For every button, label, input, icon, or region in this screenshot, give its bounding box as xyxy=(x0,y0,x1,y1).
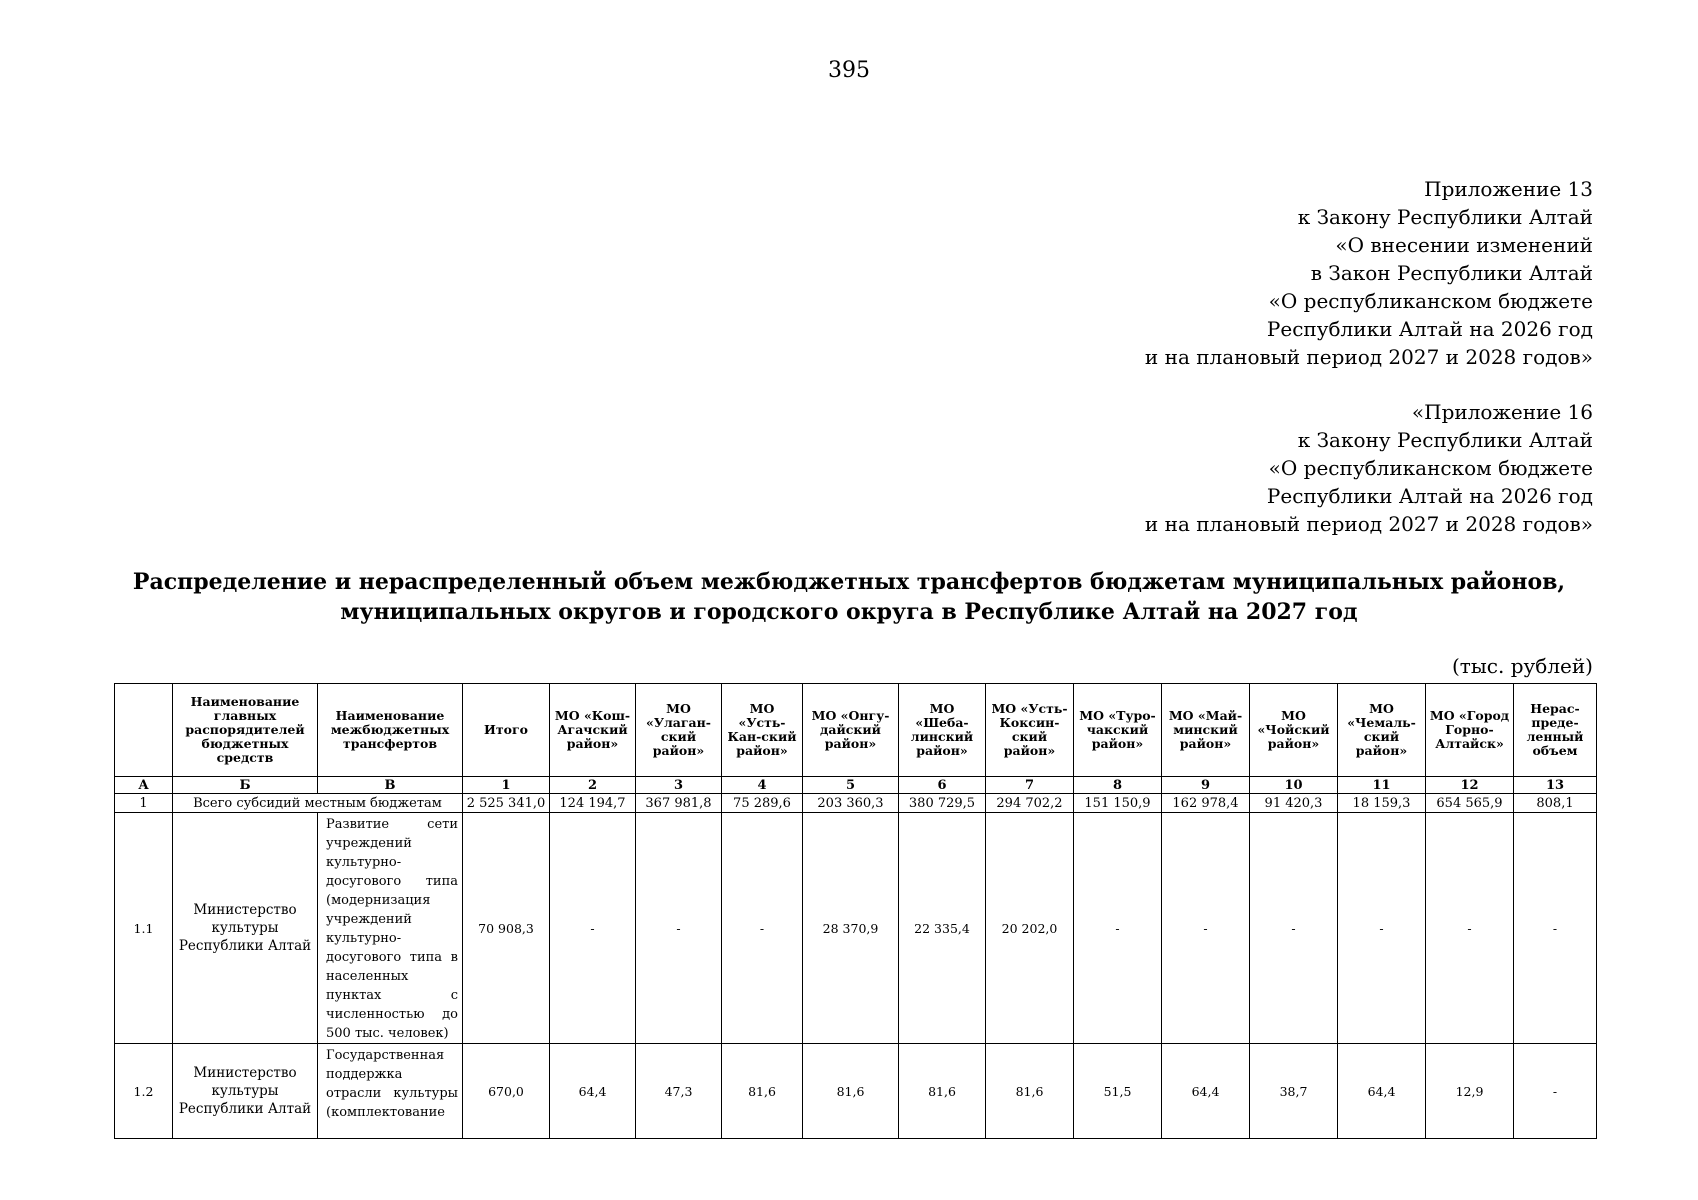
total-label: Всего субсидий местным бюджетам xyxy=(173,794,463,813)
value-cell: 64,4 xyxy=(1338,1044,1426,1139)
value-cell: 124 194,7 xyxy=(550,794,636,813)
page-number: 395 xyxy=(828,58,870,83)
table-row xyxy=(115,813,1597,1044)
value-cell: 81,6 xyxy=(803,1044,899,1139)
document-title-line: Распределение и нераспределенный объем межбюджетных трансфертов бюджетам муниципальных районов, xyxy=(132,569,1566,595)
column-code: В xyxy=(318,777,463,794)
table-header-row xyxy=(115,684,1597,777)
transfer-name-cell: Государственная поддержка отрасли культуры (комплектование xyxy=(318,1044,463,1139)
column-code: 5 xyxy=(803,777,899,794)
value-cell: 808,1 xyxy=(1514,794,1597,813)
appendix-13-line: Республики Алтай на 2026 год xyxy=(1266,317,1593,341)
value-cell: 38,7 xyxy=(1250,1044,1338,1139)
appendix-13-line: «О республиканском бюджете xyxy=(1268,289,1593,313)
column-code: 7 xyxy=(986,777,1074,794)
column-header: МО «Шеба-линский район» xyxy=(899,684,986,777)
value-cell: 294 702,2 xyxy=(986,794,1074,813)
table-row-total xyxy=(115,794,1597,813)
column-header: МО «Май-минский район» xyxy=(1162,684,1250,777)
table-row xyxy=(115,1044,1597,1139)
appendix-13-line: «О внесении изменений xyxy=(1335,233,1593,257)
value-cell: 367 981,8 xyxy=(636,794,722,813)
value-cell: 670,0 xyxy=(463,1044,550,1139)
administrator-cell: Министерство культуры Республики Алтай xyxy=(173,813,318,1044)
value-cell: - xyxy=(1514,1044,1597,1139)
value-cell: 654 565,9 xyxy=(1426,794,1514,813)
appendix-16-block xyxy=(1145,398,1593,538)
value-cell: 203 360,3 xyxy=(803,794,899,813)
column-code: 3 xyxy=(636,777,722,794)
column-header: МО «Усть-Кан-ский район» xyxy=(722,684,803,777)
value-cell: - xyxy=(636,813,722,1044)
column-header: МО «Город Горно-Алтайск» xyxy=(1426,684,1514,777)
value-cell: 151 150,9 xyxy=(1074,794,1162,813)
row-number: 1.1 xyxy=(115,813,173,1044)
column-header: Наименование межбюджетных трансфертов xyxy=(318,684,463,777)
column-header: Нерас-преде-ленный объем xyxy=(1514,684,1597,777)
value-cell: 81,6 xyxy=(899,1044,986,1139)
units-label: (тыс. рублей) xyxy=(1452,654,1593,678)
document-title-line: муниципальных округов и городского округа в Республике Алтай на 2027 год xyxy=(340,599,1358,625)
appendix-13-line: Приложение 13 xyxy=(1424,177,1593,201)
column-header: МО «Улаган-ский район» xyxy=(636,684,722,777)
appendix-16-line: Республики Алтай на 2026 год xyxy=(1266,484,1593,508)
column-header: МО «Чойский район» xyxy=(1250,684,1338,777)
column-header: МО «Туро-чакский район» xyxy=(1074,684,1162,777)
document-title xyxy=(100,567,1598,627)
value-cell: 20 202,0 xyxy=(986,813,1074,1044)
column-code: 12 xyxy=(1426,777,1514,794)
value-cell: 22 335,4 xyxy=(899,813,986,1044)
value-cell: 64,4 xyxy=(1162,1044,1250,1139)
value-cell: 12,9 xyxy=(1426,1044,1514,1139)
value-cell: 51,5 xyxy=(1074,1044,1162,1139)
column-header: Наименование главных распорядителей бюджетных средств xyxy=(173,684,318,777)
appendix-13-line: в Закон Республики Алтай xyxy=(1310,261,1593,285)
value-cell: 81,6 xyxy=(986,1044,1074,1139)
column-code: 8 xyxy=(1074,777,1162,794)
appendix-16-line: и на плановый период 2027 и 2028 годов» xyxy=(1144,512,1593,536)
appendix-16-line: «Приложение 16 xyxy=(1411,400,1593,424)
value-cell: 47,3 xyxy=(636,1044,722,1139)
column-code: 1 xyxy=(463,777,550,794)
column-code: 11 xyxy=(1338,777,1426,794)
row-number: 1.2 xyxy=(115,1044,173,1139)
appendix-13-line: и на плановый период 2027 и 2028 годов» xyxy=(1144,345,1593,369)
transfer-name-cell: Развитие сети учреждений культурно-досугового типа (модернизация учреждений культурно-досугового типа в населенных пунктах с численностью до 500 тыс. человек) xyxy=(318,813,463,1044)
value-cell: - xyxy=(722,813,803,1044)
column-code: 10 xyxy=(1250,777,1338,794)
value-cell: 28 370,9 xyxy=(803,813,899,1044)
value-cell: - xyxy=(1074,813,1162,1044)
column-code: Б xyxy=(173,777,318,794)
column-codes-row xyxy=(115,777,1597,794)
administrator-cell: Министерство культуры Республики Алтай xyxy=(173,1044,318,1139)
value-cell: 70 908,3 xyxy=(463,813,550,1044)
column-code: 2 xyxy=(550,777,636,794)
appendix-16-line: «О республиканском бюджете xyxy=(1268,456,1593,480)
value-cell: - xyxy=(1250,813,1338,1044)
column-header: МО «Чемаль-ский район» xyxy=(1338,684,1426,777)
value-cell: - xyxy=(1514,813,1597,1044)
column-code: 6 xyxy=(899,777,986,794)
transfers-table xyxy=(114,683,1597,1139)
column-header xyxy=(115,684,173,777)
column-code: 13 xyxy=(1514,777,1597,794)
value-cell: 18 159,3 xyxy=(1338,794,1426,813)
column-code: А xyxy=(115,777,173,794)
column-code: 9 xyxy=(1162,777,1250,794)
value-cell: 81,6 xyxy=(722,1044,803,1139)
value-cell: 2 525 341,0 xyxy=(463,794,550,813)
column-header: МО «Онгу-дайский район» xyxy=(803,684,899,777)
value-cell: 64,4 xyxy=(550,1044,636,1139)
value-cell: 162 978,4 xyxy=(1162,794,1250,813)
value-cell: - xyxy=(1162,813,1250,1044)
value-cell: - xyxy=(1426,813,1514,1044)
value-cell: - xyxy=(550,813,636,1044)
value-cell: - xyxy=(1338,813,1426,1044)
row-number: 1 xyxy=(115,794,173,813)
appendix-13-block xyxy=(1145,175,1593,371)
column-header: МО «Усть-Коксин-ский район» xyxy=(986,684,1074,777)
appendix-13-line: к Закону Республики Алтай xyxy=(1297,205,1593,229)
column-header: Итого xyxy=(463,684,550,777)
appendix-16-line: к Закону Республики Алтай xyxy=(1297,428,1593,452)
value-cell: 75 289,6 xyxy=(722,794,803,813)
column-code: 4 xyxy=(722,777,803,794)
value-cell: 91 420,3 xyxy=(1250,794,1338,813)
column-header: МО «Кош-Агачский район» xyxy=(550,684,636,777)
value-cell: 380 729,5 xyxy=(899,794,986,813)
